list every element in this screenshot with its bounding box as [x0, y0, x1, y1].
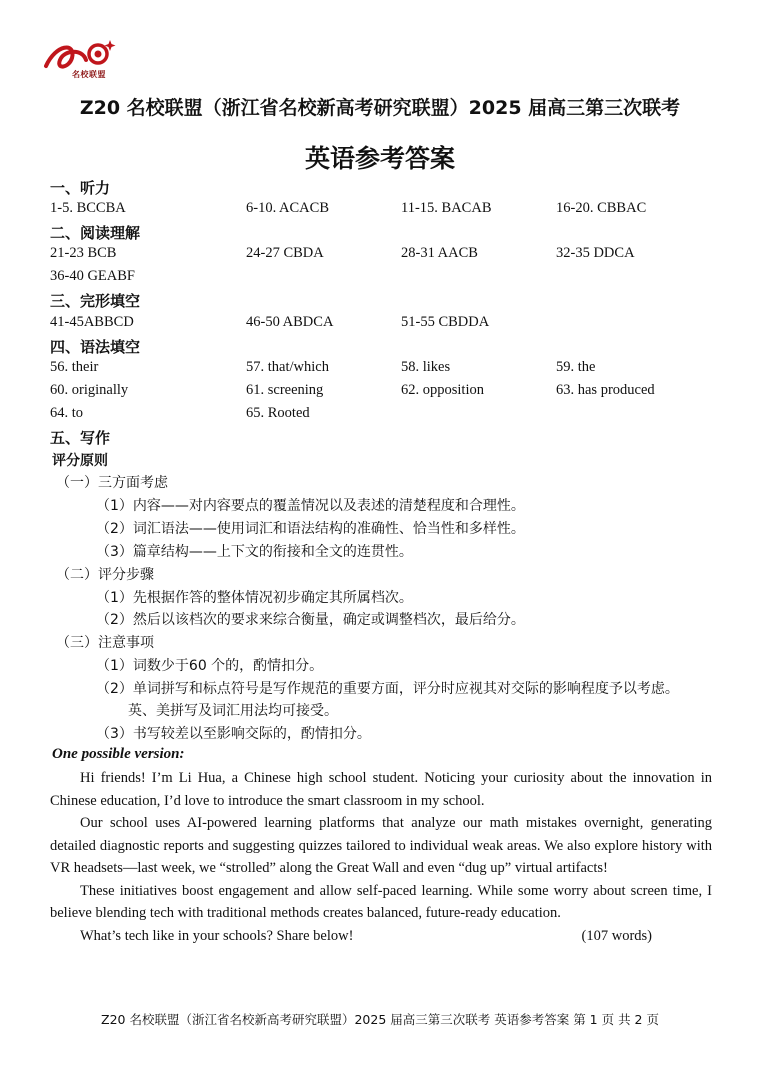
step-item: （2）然后以该档次的要求来综合衡量，确定或调整档次，最后给分。 — [96, 612, 525, 628]
sample-essay — [50, 767, 712, 947]
answer-item: 59. the — [556, 359, 596, 375]
essay-paragraph: Hi friends! I’m Li Hua, a Chinese high school student. Noticing your curiosity about the innovation in Chinese education, I’d love to introduce the smart classroom in my school. — [50, 770, 712, 809]
scoring-principles-heading: 评分原则 — [52, 453, 108, 469]
essay-label: One possible version: — [52, 746, 185, 762]
answer-item: 11-15. BACAB — [401, 200, 492, 216]
essay-last-sentence: What’s tech like in your schools? Share below! — [80, 927, 354, 944]
note-item: （3）书写较差以至影响交际的，酌情扣分。 — [96, 726, 371, 742]
step-item: （1）先根据作答的整体情况初步确定其所属档次。 — [96, 590, 413, 606]
section-heading-writing: 五、写作 — [50, 429, 111, 447]
notes-heading: （三）注意事项 — [56, 635, 154, 651]
essay-paragraph: Our school uses AI-powered learning platforms that analyze our math mistakes overnight, generating detailed diagnostic reports and suggesting quizzes tailored to individual weak areas. We also explore history with VR headsets—last week, we “strolled” along the Great Wall and even “dug up” virtual artifacts! — [50, 815, 712, 876]
answer-item: 6-10. ACACB — [246, 200, 329, 216]
aspect-item: （2）词汇语法——使用词汇和语法结构的准确性、恰当性和多样性。 — [96, 521, 525, 537]
answer-item: 62. opposition — [401, 382, 484, 398]
answer-row-cloze — [0, 314, 760, 334]
answer-item: 51-55 CBDDA — [401, 314, 490, 330]
answer-item: 28-31 AACB — [401, 245, 478, 261]
section-heading-reading: 二、阅读理解 — [50, 224, 141, 242]
answer-item: 56. their — [50, 359, 99, 375]
note-item: （2）单词拼写和标点符号是写作规范的重要方面，评分时应视其对交际的影响程度予以考虑。 — [96, 681, 679, 697]
answer-item: 57. that/which — [246, 359, 329, 375]
answer-item: 65. Rooted — [246, 405, 310, 421]
note-item: （1）词数少于60 个的，酌情扣分。 — [96, 658, 324, 674]
answer-item: 16-20. CBBAC — [556, 200, 647, 216]
answer-item: 46-50 ABDCA — [246, 314, 334, 330]
answer-item: 21-23 BCB — [50, 245, 117, 261]
page-title: Z20 名校联盟（浙江省名校新高考研究联盟）2025 届高三第三次联考 — [79, 97, 681, 119]
page-footer: Z20 名校联盟（浙江省名校新高考研究联盟）2025 届高三第三次联考 英语参考答案 第 1 页 共 2 页 — [101, 1012, 659, 1027]
section-heading-listening: 一、听力 — [50, 179, 111, 197]
logo-text: 名校联盟 — [72, 70, 106, 79]
answer-row-grammar-1 — [0, 359, 760, 379]
aspects-heading: （一）三方面考虑 — [56, 475, 168, 491]
answer-row-grammar-2 — [0, 382, 760, 402]
answer-item: 64. to — [50, 405, 84, 421]
answer-row-listening — [0, 200, 760, 220]
answer-row-reading — [0, 245, 760, 265]
aspect-item: （1）内容——对内容要点的覆盖情况以及表述的清楚程度和合理性。 — [96, 498, 525, 514]
note-item-continuation: 英、美拼写及词汇用法均可接受。 — [128, 703, 338, 719]
section-heading-cloze: 三、完形填空 — [50, 292, 141, 310]
page-subtitle: 英语参考答案 — [304, 144, 455, 173]
aspect-item: （3）篇章结构——上下文的衔接和全文的连贯性。 — [96, 544, 413, 560]
essay-paragraph: These initiatives boost engagement and allow self-paced learning. While some worry about screen time, I believe blending tech with traditional methods creates balanced, future-ready education. — [50, 882, 712, 921]
essay-closing-line — [50, 925, 712, 948]
answer-item: 60. originally — [50, 382, 129, 398]
section-heading-grammar: 四、语法填空 — [50, 338, 141, 356]
answer-item: 63. has produced — [556, 382, 655, 398]
answer-item: 61. screening — [246, 382, 324, 398]
answer-item: 58. likes — [401, 359, 451, 375]
answer-row-reading-2 — [0, 268, 760, 288]
answer-item: 36-40 GEABF — [50, 268, 135, 284]
answer-item: 32-35 DDCA — [556, 245, 635, 261]
word-count: (107 words) — [581, 927, 652, 944]
answer-row-grammar-3 — [0, 405, 760, 425]
answer-item: 1-5. BCCBA — [50, 200, 126, 216]
steps-heading: （二）评分步骤 — [56, 567, 154, 583]
answer-item: 41-45ABBCD — [50, 314, 134, 330]
answer-item: 24-27 CBDA — [246, 245, 324, 261]
